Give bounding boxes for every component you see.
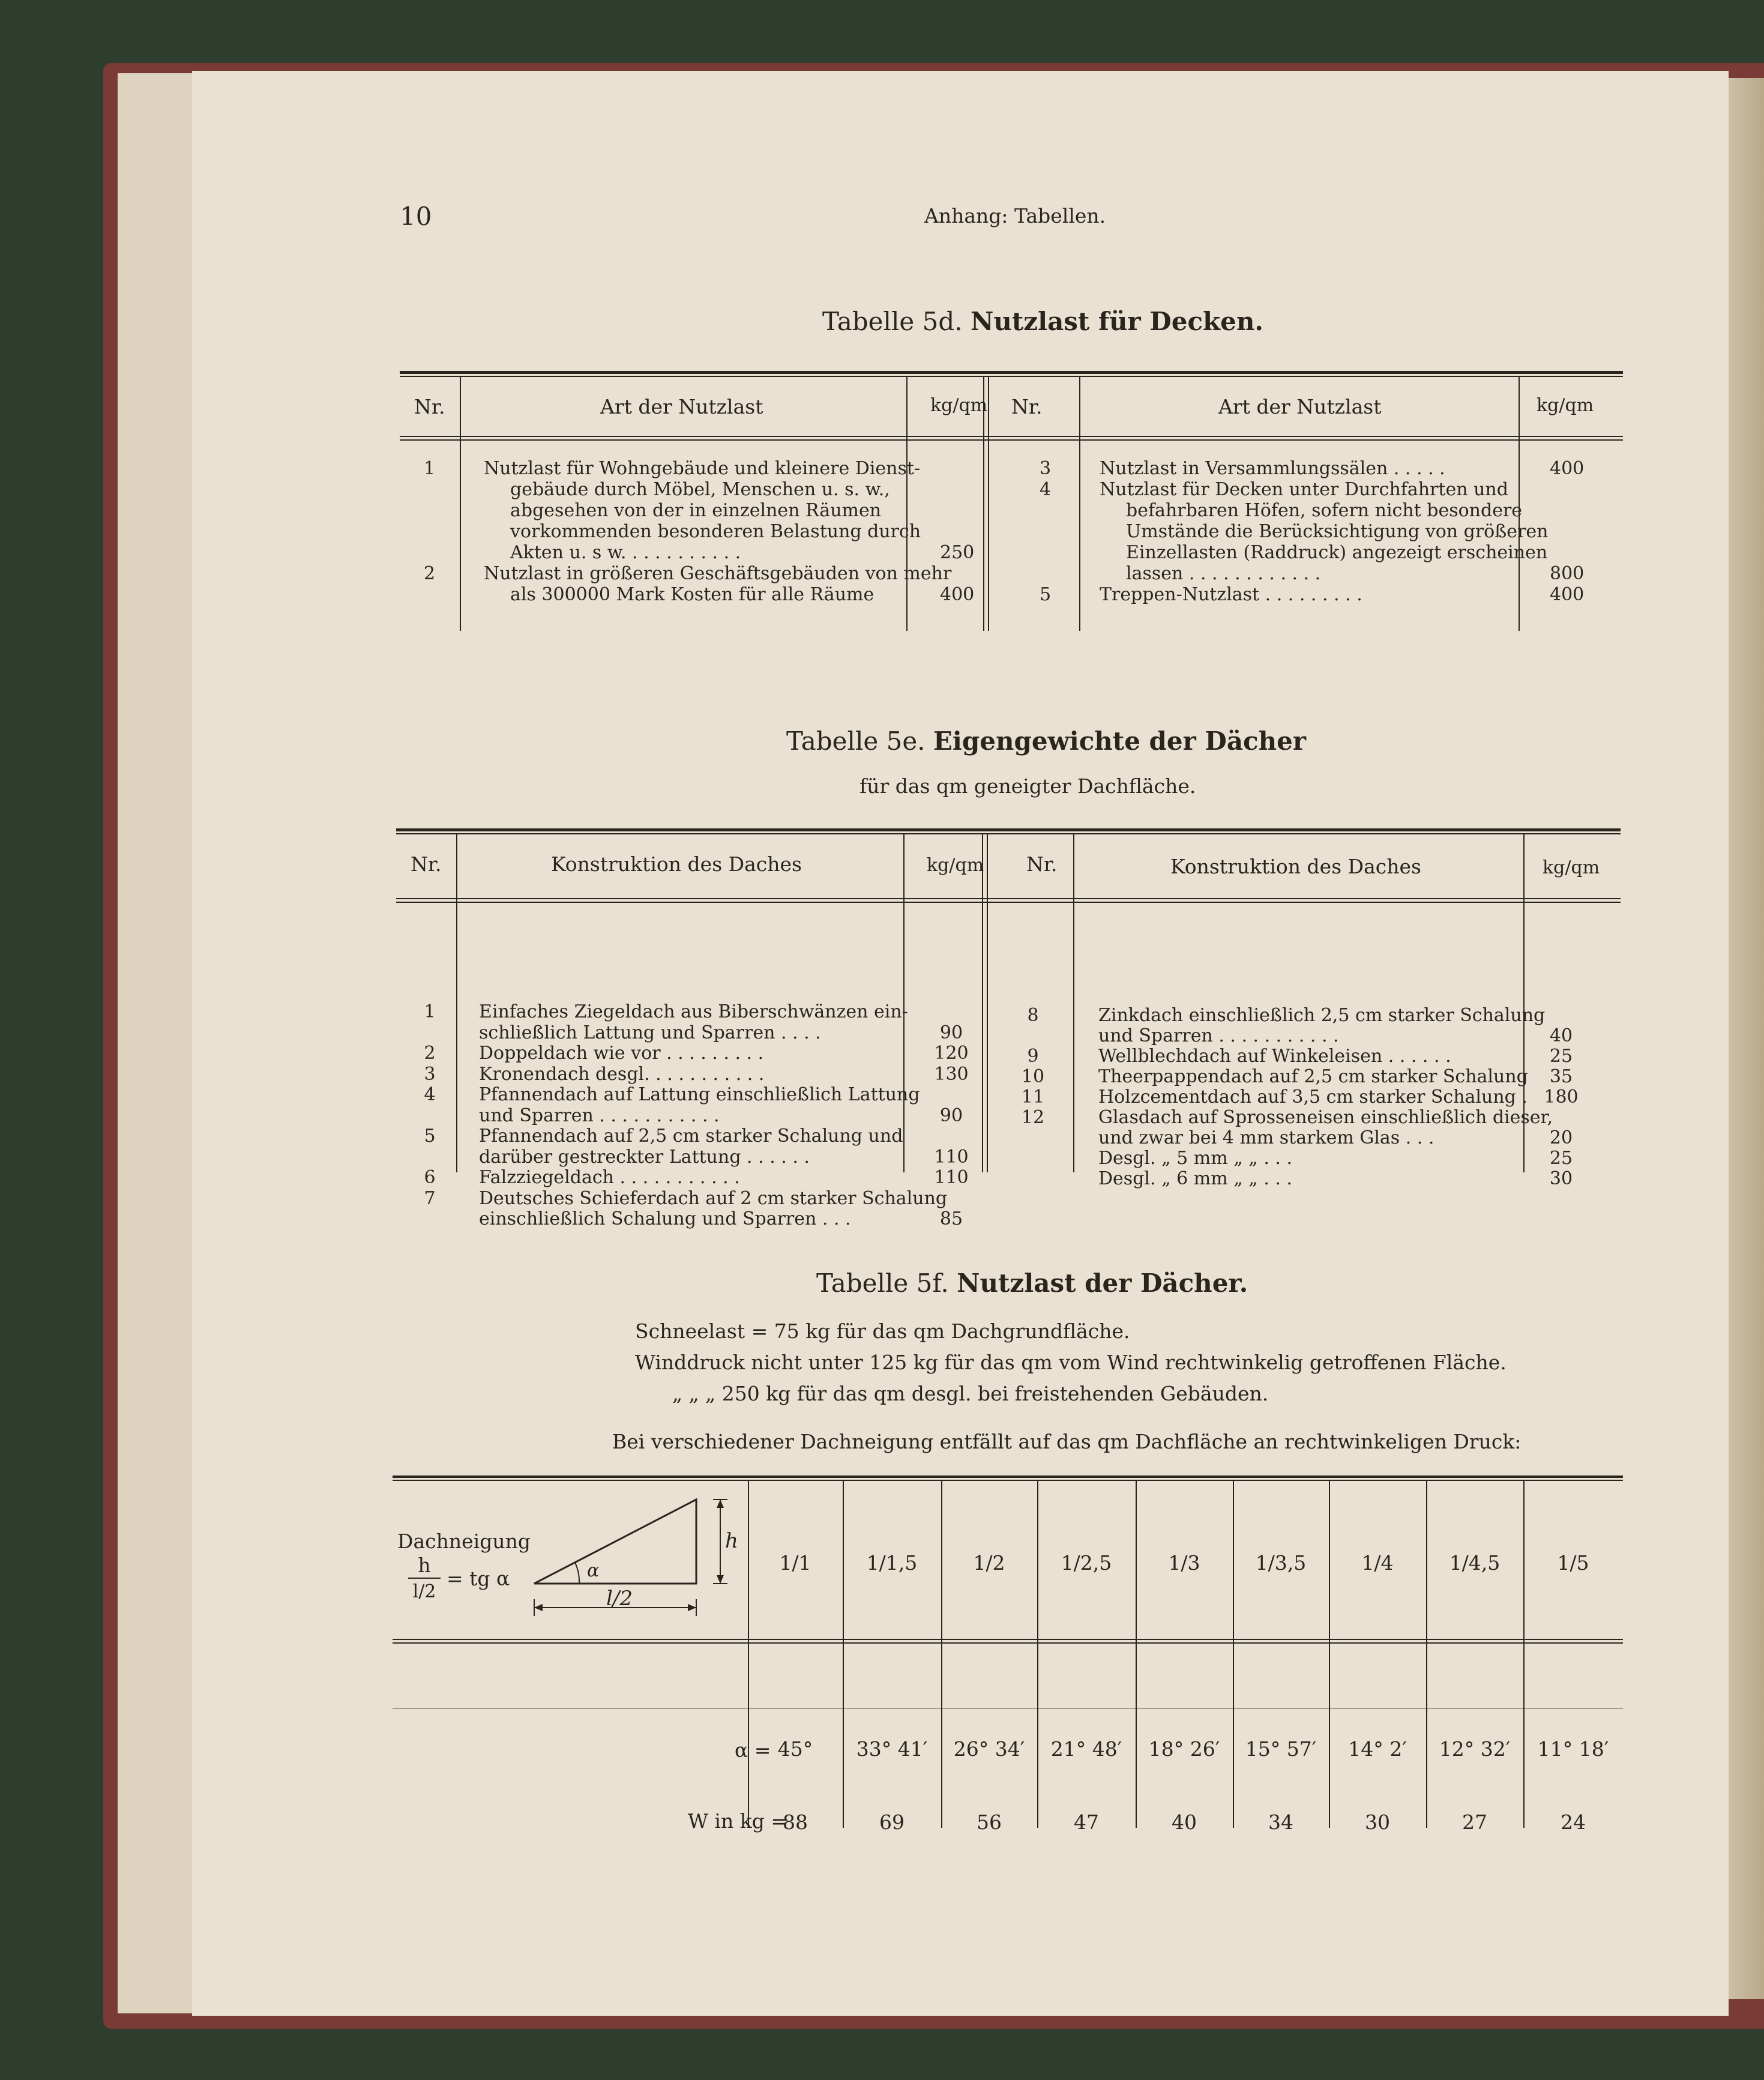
t5d-row-4-line-1: Nutzlast für Decken unter Durchfahrten und: [1100, 479, 1508, 500]
wind-load-line: Winddruck nicht unter 125 kg für das qm vom Wind rechtwinkelig getroffenen Fläche.: [635, 1351, 1507, 1374]
t5e-right-row-2-nr: 9: [1027, 1046, 1039, 1067]
t5e-left-row-0-nr: 1: [424, 1001, 436, 1022]
t5e-left-row-9-nr: 7: [424, 1187, 436, 1209]
snow-load-line: Schneelast = 75 kg für das qm Dachgrundfläche.: [635, 1319, 1130, 1343]
t5e-left-row-6-text: Pfannendach auf 2,5 cm starker Schalung und: [479, 1126, 903, 1147]
t5e-left-row-2-nr: 2: [424, 1043, 436, 1064]
w-row-label: W in kg =: [688, 1809, 787, 1833]
t5e-right-row-8-value: 30: [1549, 1168, 1573, 1189]
wind-load-freestanding-line: „ „ „ 250 kg für das qm desgl. bei freistehenden Gebäuden.: [672, 1382, 1269, 1405]
t5e-right-row-6-value: 20: [1549, 1127, 1573, 1148]
t5e-left-row-2-value: 120: [934, 1043, 969, 1064]
t5e-header-nr-right: Nr.: [1026, 852, 1058, 876]
t5e-left-row-7-value: 110: [934, 1146, 969, 1168]
t5e-right-row-7-text: Desgl. „ 5 mm „ „ . . .: [1098, 1148, 1293, 1169]
alpha-row-label-text: α =: [735, 1738, 771, 1762]
t5e-left-row-4-text: Pfannendach auf Lattung einschließlich Lattung: [479, 1084, 920, 1105]
table-5d-number: Tabelle 5d.: [822, 307, 963, 336]
ratio-cell-1: 1/1,5: [866, 1551, 918, 1575]
t5d-row-1-line-1: Nutzlast für Wohngebäude und kleinere Dienst-: [484, 458, 921, 479]
alpha-cell-1: 33° 41′: [856, 1737, 928, 1761]
t5d-header-art-right: Art der Nutzlast: [1218, 395, 1382, 418]
t5e-left-row-3-nr: 3: [424, 1063, 436, 1085]
t5d-header-nr-right: Nr.: [1011, 395, 1043, 418]
t5e-left-row-10-value: 85: [939, 1208, 963, 1229]
w-cell-1: 69: [879, 1810, 905, 1834]
t5e-header-unit-left: kg/qm: [927, 855, 984, 876]
t5d-row-1-value: 250: [940, 542, 975, 563]
table-5f-intro: Bei verschiedener Dachneigung entfällt auf das qm Dachfläche an rechtwinkeligen Druck:: [612, 1430, 1522, 1453]
alpha-cell-0: 45°: [777, 1737, 813, 1761]
t5d-row-1-line-3: abgesehen von der in einzelnen Räumen: [510, 500, 882, 521]
alpha-cell-2: 26° 34′: [953, 1737, 1025, 1761]
t5d-row-4-line-3: Umstände die Berücksichtigung von größeren: [1126, 521, 1549, 542]
alpha-cell-6: 14° 2′: [1348, 1737, 1407, 1761]
formula-numerator: h: [418, 1554, 431, 1577]
alpha-cell-8: 11° 18′: [1537, 1737, 1609, 1761]
t5e-right-row-2-value: 25: [1549, 1046, 1573, 1067]
table-5e-note: für das qm geneigter Dachfläche.: [859, 774, 1196, 798]
t5e-left-row-1-text: schließlich Lattung und Sparren . . . .: [479, 1022, 821, 1043]
running-title: Anhang: Tabellen.: [924, 204, 1106, 228]
t5d-row-4-line-2: befahrbaren Höfen, sofern nicht besondere: [1126, 500, 1523, 521]
t5d-row-4-line-4: Einzellasten (Raddruck) angezeigt erscheinen: [1126, 542, 1548, 563]
ratio-cell-5: 1/3,5: [1255, 1551, 1307, 1575]
w-cell-2: 56: [977, 1810, 1002, 1834]
t5d-row-5-nr: 5: [1040, 584, 1052, 605]
t5e-right-row-1-value: 40: [1549, 1025, 1573, 1046]
dachneigung-label: Dachneigung: [397, 1530, 531, 1553]
t5e-left-row-5-text: und Sparren . . . . . . . . . . .: [479, 1105, 720, 1126]
table-5f-title: [816, 1268, 1248, 1298]
t5e-right-row-3-text: Theerpappendach auf 2,5 cm starker Schalung: [1098, 1066, 1528, 1087]
t5e-left-row-3-text: Kronendach desgl. . . . . . . . . . .: [479, 1063, 765, 1085]
diagram-h-label: h: [725, 1529, 738, 1553]
alpha-cell-3: 21° 48′: [1050, 1737, 1122, 1761]
t5e-left-row-8-value: 110: [934, 1167, 969, 1188]
ratio-cell-2: 1/2: [973, 1551, 1005, 1575]
t5d-row-4-line-5: lassen . . . . . . . . . . . .: [1126, 563, 1321, 584]
t5d-row-1-nr: 1: [424, 458, 436, 479]
table-5e-number: Tabelle 5e.: [786, 726, 926, 756]
t5e-left-row-9-text: Deutsches Schieferdach auf 2 cm starker Schalung: [479, 1187, 948, 1209]
t5e-right-row-3-nr: 10: [1021, 1066, 1045, 1087]
table-5d-subtitle: Nutzlast für Decken.: [970, 307, 1264, 336]
t5e-right-row-3-value: 35: [1549, 1066, 1573, 1087]
roof-slope-diagram: [522, 1488, 738, 1626]
ratio-cell-8: 1/5: [1557, 1551, 1589, 1575]
w-cell-8: 24: [1561, 1810, 1586, 1834]
t5e-right-row-7-value: 25: [1549, 1148, 1573, 1169]
t5d-row-5-value: 400: [1550, 584, 1585, 605]
w-cell-3: 47: [1074, 1810, 1099, 1834]
t5d-row-2-line-1: Nutzlast in größeren Geschäftsgebäuden von mehr: [484, 563, 952, 584]
w-cell-6: 30: [1365, 1810, 1390, 1834]
t5e-right-row-5-nr: 12: [1021, 1107, 1045, 1128]
t5e-left-row-8-nr: 6: [424, 1167, 436, 1188]
ratio-cell-3: 1/2,5: [1061, 1551, 1112, 1575]
t5d-row-1-line-4: vorkommenden besonderen Belastung durch: [510, 521, 921, 542]
t5d-row-4-value: 800: [1550, 563, 1585, 584]
diagram-alpha-label: α: [587, 1560, 600, 1581]
t5e-left-row-2-text: Doppeldach wie vor . . . . . . . . .: [479, 1043, 764, 1064]
t5e-header-unit-right: kg/qm: [1543, 857, 1600, 878]
t5d-row-1-line-5: Akten u. s w. . . . . . . . . . .: [510, 542, 741, 563]
t5d-header-nr-left: Nr.: [414, 395, 445, 418]
table-5e-subtitle: Eigengewichte der Dächer: [933, 726, 1306, 756]
ratio-cell-4: 1/3: [1168, 1551, 1200, 1575]
t5d-row-2-value: 400: [940, 584, 975, 605]
t5d-row-3-line-1: Nutzlast in Versammlungssälen . . . . .: [1100, 458, 1445, 479]
t5d-row-4-nr: 4: [1040, 479, 1052, 500]
t5d-header-unit-right: kg/qm: [1537, 395, 1594, 416]
t5e-left-row-0-text: Einfaches Ziegeldach aus Biberschwänzen ein-: [479, 1001, 908, 1022]
alpha-cell-4: 18° 26′: [1148, 1737, 1220, 1761]
t5e-right-row-4-nr: 11: [1021, 1087, 1045, 1108]
t5e-right-row-4-text: Holzcementdach auf 3,5 cm starker Schalung .: [1098, 1087, 1528, 1108]
t5d-row-3-value: 400: [1550, 458, 1585, 479]
t5e-left-row-7-text: darüber gestreckter Lattung . . . . . .: [479, 1146, 810, 1168]
ratio-cell-0: 1/1: [779, 1551, 811, 1575]
table-5f-number: Tabelle 5f.: [816, 1268, 949, 1298]
t5e-right-row-4-value: 180: [1544, 1087, 1579, 1108]
alpha-cell-5: 15° 57′: [1245, 1737, 1317, 1761]
t5d-row-3-nr: 3: [1040, 458, 1052, 479]
table-5f-subtitle: Nutzlast der Dächer.: [957, 1268, 1248, 1298]
t5e-header-konst-right: Konstruktion des Daches: [1170, 855, 1421, 878]
formula-fraction-bar: [408, 1578, 441, 1579]
t5e-left-row-8-text: Falzziegeldach . . . . . . . . . . .: [479, 1167, 740, 1188]
formula-denominator: l/2: [412, 1581, 436, 1602]
diagram-base-label: l/2: [606, 1587, 633, 1611]
book-page: [192, 71, 1729, 2016]
page-number: 10: [400, 202, 432, 231]
t5e-header-nr-left: Nr.: [411, 852, 442, 876]
alpha-cell-7: 12° 32′: [1439, 1737, 1511, 1761]
w-cell-5: 34: [1268, 1810, 1293, 1834]
ratio-cell-7: 1/4,5: [1449, 1551, 1501, 1575]
w-cell-0: 88: [783, 1810, 808, 1834]
t5e-left-row-3-value: 130: [934, 1063, 969, 1085]
t5e-right-row-8-text: Desgl. „ 6 mm „ „ . . .: [1098, 1168, 1293, 1189]
table-5d-title: [822, 307, 1263, 336]
t5e-right-row-0-nr: 8: [1027, 1005, 1039, 1026]
w-cell-4: 40: [1172, 1810, 1197, 1834]
t5e-right-row-1-text: und Sparren . . . . . . . . . . .: [1098, 1025, 1339, 1046]
t5e-left-row-1-value: 90: [939, 1022, 963, 1043]
t5d-header-unit-left: kg/qm: [930, 395, 988, 416]
t5e-left-row-10-text: einschließlich Schalung und Sparren . . .: [479, 1208, 851, 1229]
t5d-header-art-left: Art der Nutzlast: [600, 395, 763, 418]
w-cell-7: 27: [1462, 1810, 1487, 1834]
formula-rhs: = tg α: [447, 1567, 510, 1590]
t5d-row-2-nr: 2: [424, 563, 436, 584]
t5e-left-row-4-nr: 4: [424, 1084, 436, 1105]
t5e-right-row-2-text: Wellblechdach auf Winkeleisen . . . . . .: [1098, 1046, 1451, 1067]
t5e-right-row-5-text: Glasdach auf Sprosseneisen einschließlich dieser,: [1098, 1107, 1553, 1128]
t5d-row-2-line-2: als 300000 Mark Kosten für alle Räume: [510, 584, 874, 605]
t5e-header-konst-left: Konstruktion des Daches: [551, 852, 802, 876]
t5d-row-5-line-1: Treppen-Nutzlast . . . . . . . . .: [1100, 584, 1362, 605]
t5e-right-row-0-text: Zinkdach einschließlich 2,5 cm starker Schalung: [1098, 1005, 1546, 1026]
ratio-cell-6: 1/4: [1361, 1551, 1394, 1575]
t5e-left-row-6-nr: 5: [424, 1126, 436, 1147]
t5d-row-1-line-2: gebäude durch Möbel, Menschen u. s. w.,: [510, 479, 890, 500]
t5e-left-row-5-value: 90: [939, 1105, 963, 1126]
left-page-edge: [118, 73, 197, 2013]
table-5e-title: [786, 726, 1306, 756]
t5e-right-row-6-text: und zwar bei 4 mm starkem Glas . . .: [1098, 1127, 1434, 1148]
